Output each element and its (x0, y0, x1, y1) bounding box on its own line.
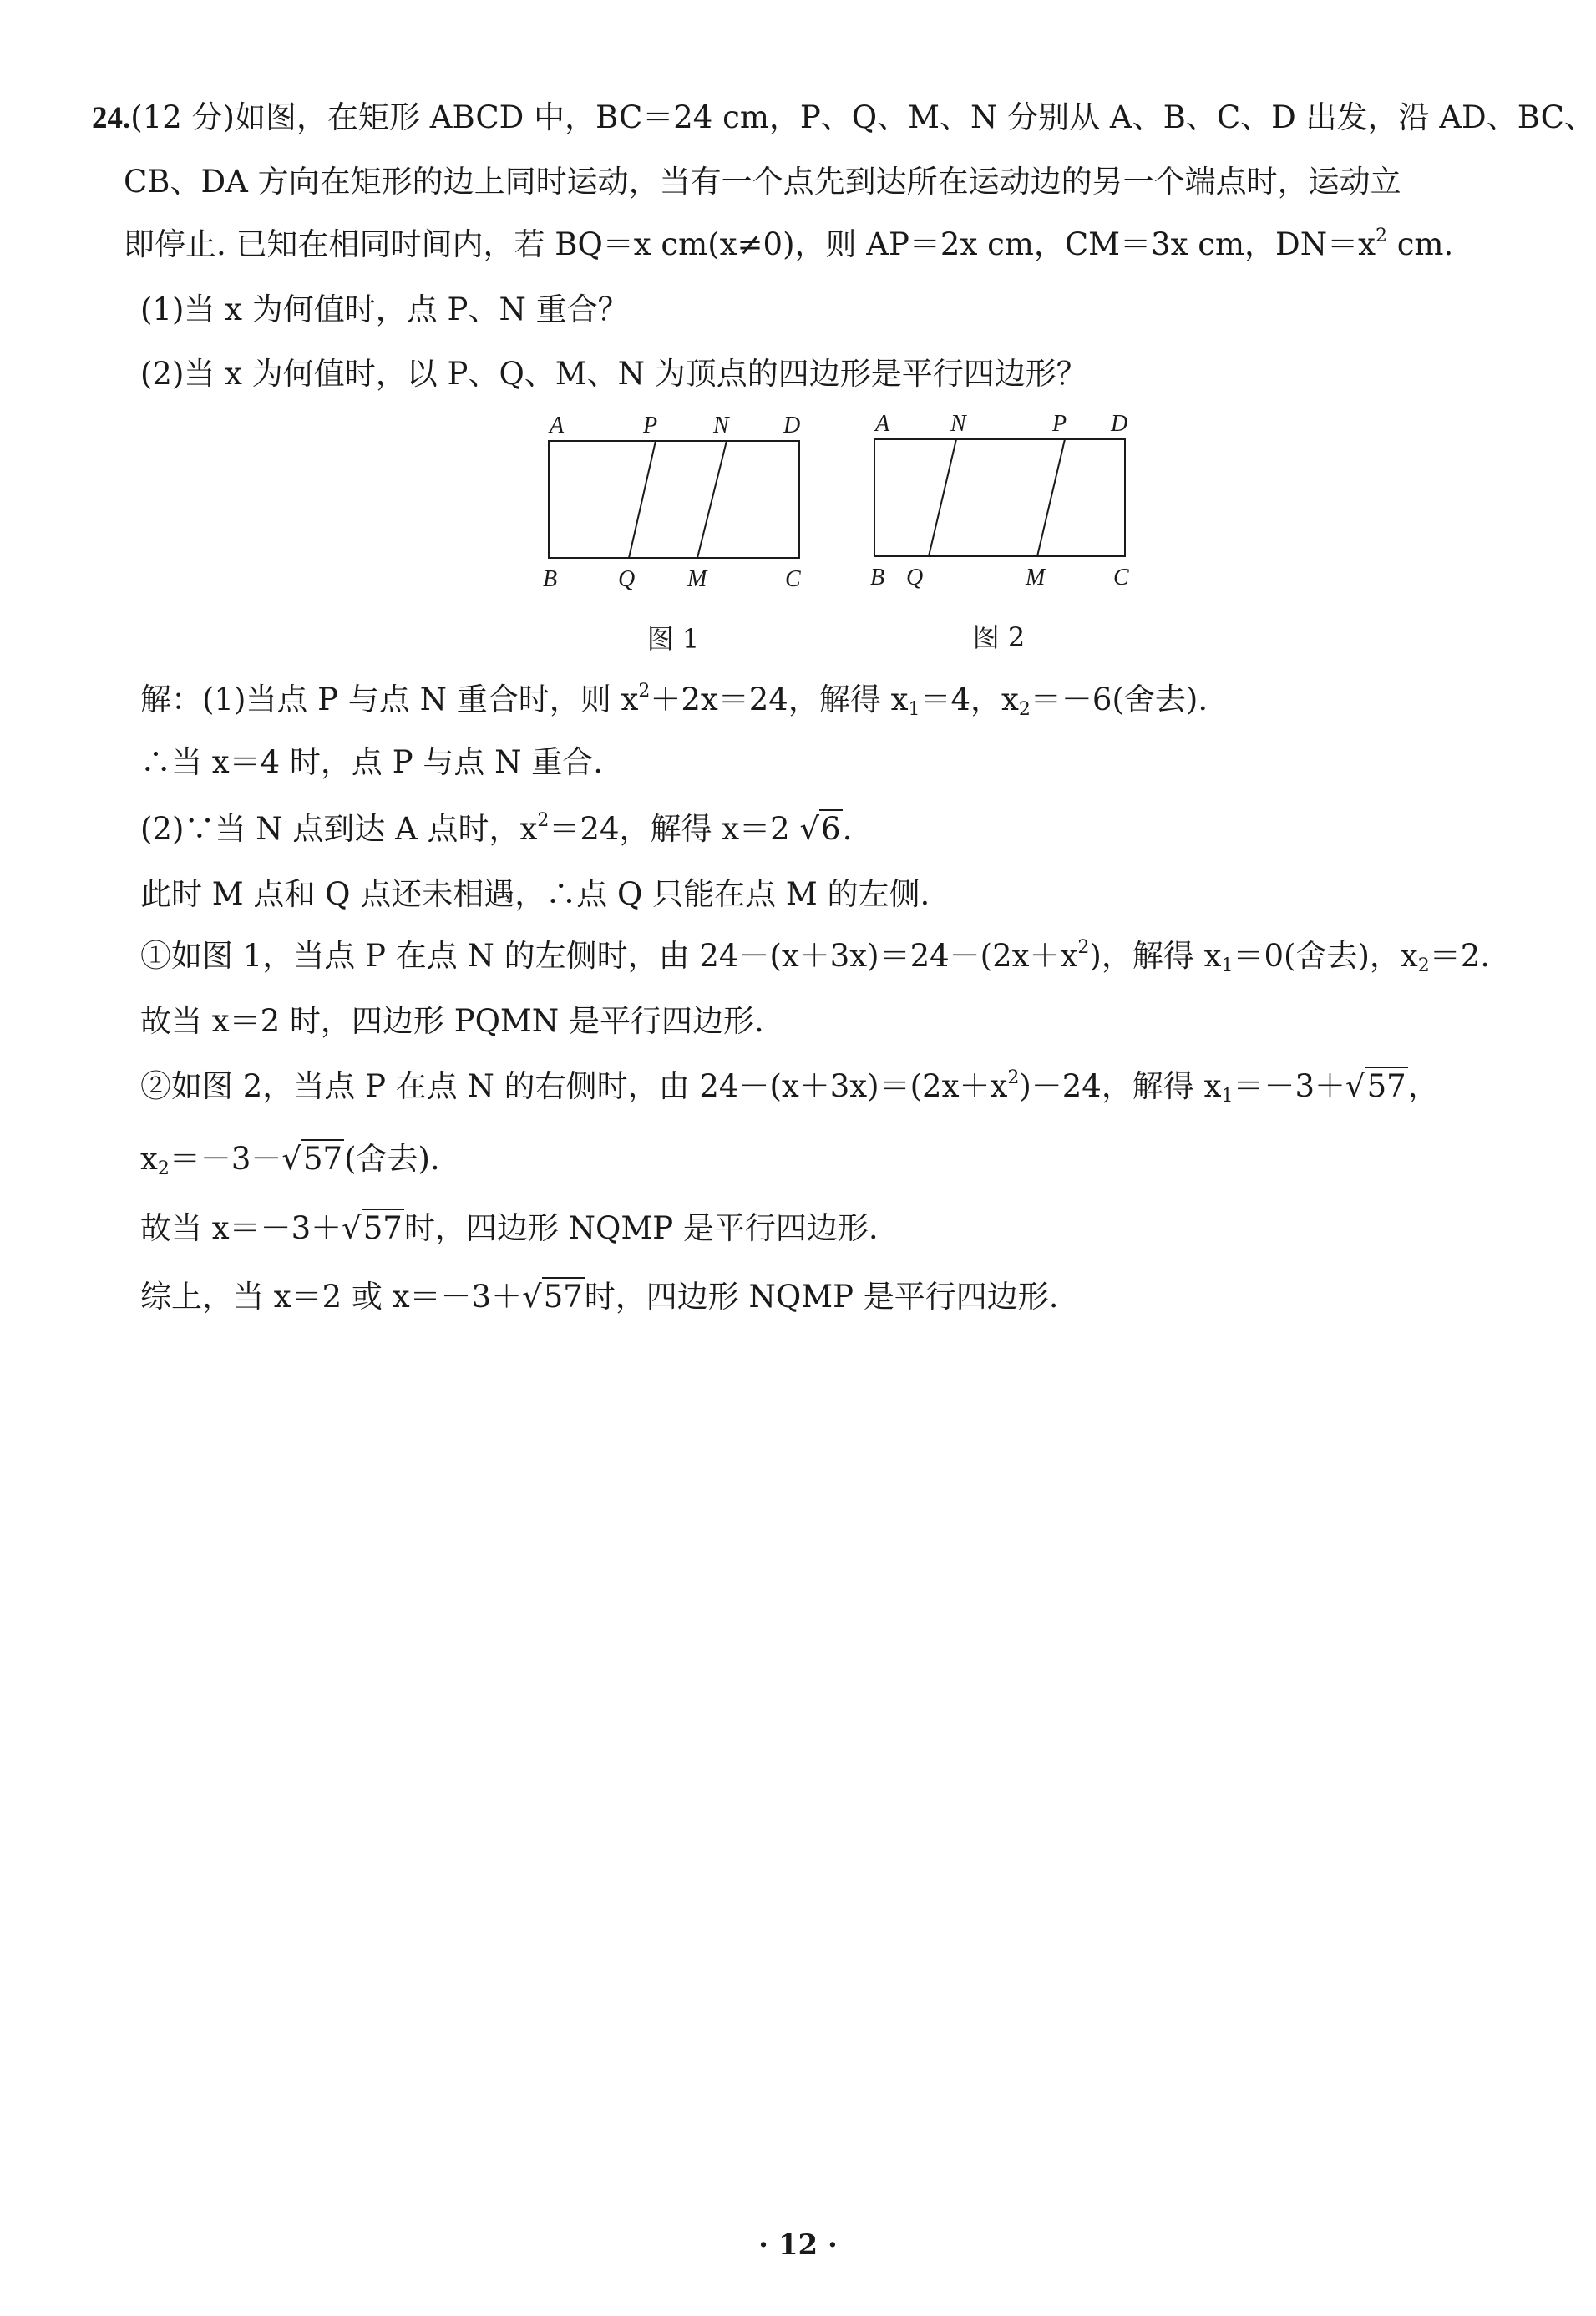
solution-line-3: (2)∵当 N 点到达 A 点时，$x^2=24$，解得 x＝2 √6. (140, 810, 853, 847)
solution-line-7: ②如图 2，当点 P 在点 N 的右侧时，由 $24-(x+3x)=(2x+x^2)-24$，解得 $x_1=-3+√57$， (140, 1067, 1439, 1107)
label-Q: Q (906, 565, 924, 590)
label-D: D (1111, 411, 1128, 437)
figure-2-caption: 图 2 (972, 621, 1026, 653)
label-B: B (870, 565, 885, 590)
solution-line-9: 故当 x＝－3＋√57时，四边形 NQMP 是平行四边形. (140, 1210, 879, 1246)
problem-line-2: CB、DA 方向在矩形的边上同时运动，当有一个点先到达所在运动边的另一个端点时，运动立 (124, 164, 1401, 200)
label-P: P (643, 413, 658, 438)
figure-1-caption: 图 1 (646, 623, 700, 655)
solution-line-8: $x_2=-3-√57$(舍去). (140, 1141, 440, 1179)
solution-line-5: ①如图 1，当点 P 在点 N 的左侧时，由 $24-(x+3x)=24-(2x+x^2)$，解得 $x_1=0$(舍去)，$x_2=2$. (140, 937, 1491, 976)
label-M: M (1026, 565, 1046, 590)
label-D: D (783, 413, 801, 438)
solution-line-2: ∴当 x＝4 时，点 P 与点 N 重合. (140, 744, 604, 780)
problem-line-3: 即停止. 已知在相同时间内，若 BQ＝x cm(x≠0)，则 AP＝2x cm，CM＝3x cm，$DN=x^2$ cm. (124, 226, 1454, 262)
label-P: P (1052, 411, 1067, 437)
label-C: C (785, 566, 801, 592)
label-M: M (687, 566, 707, 592)
problem-score: (12 分) (130, 99, 235, 135)
label-A: A (550, 413, 565, 438)
question-1: (1)当 x 为何值时，点 P、N 重合？ (140, 291, 629, 327)
problem-line-1 (92, 99, 1595, 138)
question-2: (2)当 x 为何值时，以 P、Q、M、N 为顶点的四边形是平行四边形？ (140, 356, 1087, 392)
solution-line-10: 综上，当 x＝2 或 x＝－3＋√57时，四边形 NQMP 是平行四边形. (140, 1279, 1059, 1315)
label-N: N (950, 411, 966, 437)
solution-line-6: 故当 x＝2 时，四边形 PQMN 是平行四边形. (140, 1003, 764, 1039)
solution-line-1: 解：(1)当点 P 与点 N 重合时，则 $x^2+2x=24$，解得 $x_1=4$，$x_2=-6$(舍去). (140, 681, 1208, 720)
page-number: · 12 · (758, 2228, 838, 2262)
solution-line-4: 此时 M 点和 Q 点还未相遇，∴点 Q 只能在点 M 的左侧. (140, 876, 930, 912)
label-Q: Q (618, 566, 636, 592)
figure-1 (535, 408, 818, 600)
figure-2 (860, 406, 1144, 598)
label-A: A (875, 411, 890, 437)
label-C: C (1113, 565, 1129, 590)
label-N: N (713, 413, 729, 438)
problem-text-1: 如图，在矩形 ABCD 中，BC＝24 cm，P、Q、M、N 分别从 A、B、C、D 出发，沿 AD、BC、 (234, 99, 1595, 135)
problem-number: 24. (92, 101, 131, 135)
label-B: B (543, 566, 558, 592)
